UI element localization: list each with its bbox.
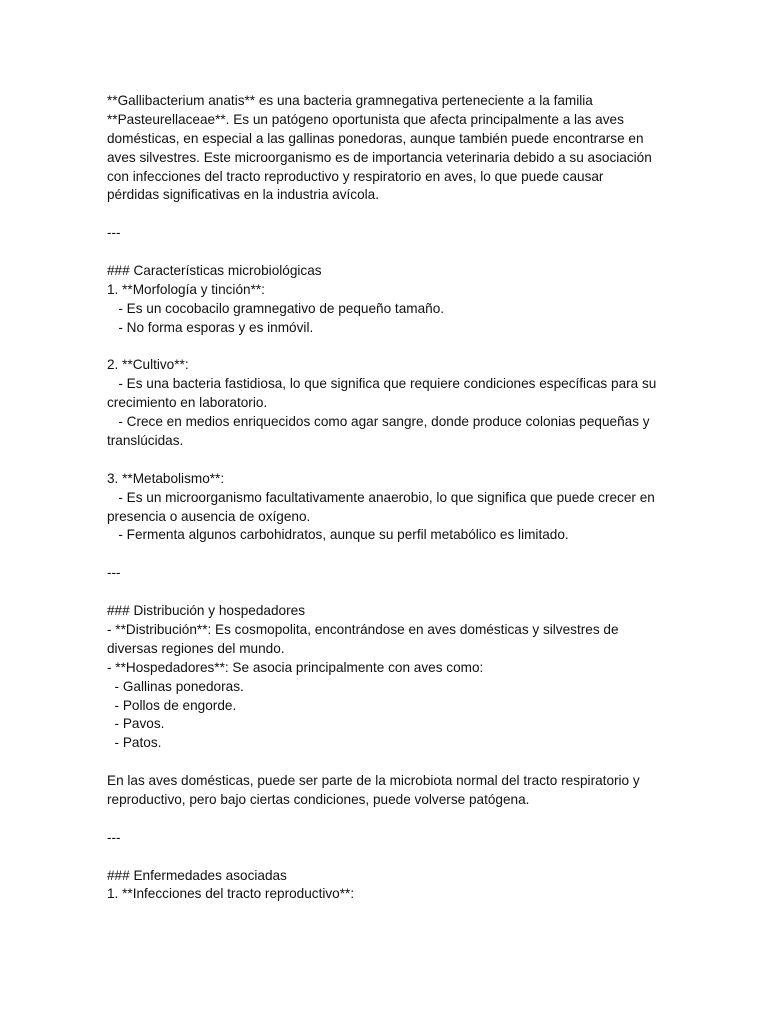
list-subitem: - Gallinas ponedoras. bbox=[107, 678, 244, 694]
blank-line bbox=[107, 451, 667, 470]
text-line: pérdidas significativas en la industria avícola. bbox=[107, 187, 380, 203]
list-subitem: - Fermenta algunos carbohidratos, aunque su perfil metabólico es limitado. bbox=[107, 527, 569, 543]
blank-line bbox=[107, 753, 667, 772]
blank-line bbox=[107, 583, 667, 602]
blank-line bbox=[107, 205, 667, 224]
document-body bbox=[107, 92, 667, 904]
list-item: 2. **Cultivo**: bbox=[107, 357, 189, 373]
list-subitem: - Es un microorganismo facultativamente anaerobio, lo que significa que puede crecer en bbox=[107, 489, 655, 505]
text-line: presencia o ausencia de oxígeno. bbox=[107, 508, 311, 524]
text-line: domésticas, en especial a las gallinas ponedoras, aunque también puede encontrarse en bbox=[107, 130, 644, 146]
text-line: En las aves domésticas, puede ser parte de la microbiota normal del tracto respiratorio y bbox=[107, 773, 640, 789]
list-subitem: - Es un cocobacilo gramnegativo de pequeño tamaño. bbox=[107, 300, 445, 316]
section-heading: ### Enfermedades asociadas bbox=[107, 867, 287, 883]
list-subitem: - Pollos de engorde. bbox=[107, 697, 237, 713]
list-subitem: - Crece en medios enriquecidos como agar sangre, donde produce colonias pequeñas y bbox=[107, 414, 650, 430]
separator-line: --- bbox=[107, 829, 121, 845]
list-item: 3. **Metabolismo**: bbox=[107, 470, 225, 486]
list-subitem: - No forma esporas y es inmóvil. bbox=[107, 319, 314, 335]
blank-line bbox=[107, 243, 667, 262]
list-item: 1. **Morfología y tinción**: bbox=[107, 281, 265, 297]
blank-line bbox=[107, 545, 667, 564]
blank-line bbox=[107, 810, 667, 829]
text-line: translúcidas. bbox=[107, 433, 184, 449]
list-subitem: - Patos. bbox=[107, 735, 162, 751]
text-line: con infecciones del tracto reproductivo y respiratorio en aves, lo que puede causar bbox=[107, 168, 604, 184]
text-line: reproductivo, pero bajo ciertas condiciones, puede volverse patógena. bbox=[107, 791, 530, 807]
blank-line bbox=[107, 338, 667, 357]
blank-line bbox=[107, 848, 667, 867]
text-line: **Pasteurellaceae**. Es un patógeno oportunista que afecta principalmente a las aves bbox=[107, 111, 624, 127]
text-line: aves silvestres. Este microorganismo es de importancia veterinaria debido a su asociación bbox=[107, 149, 652, 165]
text-line: **Gallibacterium anatis** es una bacteria gramnegativa perteneciente a la familia bbox=[107, 93, 593, 108]
section-heading: ### Características microbiológicas bbox=[107, 263, 322, 279]
text-line: diversas regiones del mundo. bbox=[107, 640, 285, 656]
text-line: crecimiento en laboratorio. bbox=[107, 395, 268, 411]
list-subitem: - Pavos. bbox=[107, 716, 165, 732]
section-heading: ### Distribución y hospedadores bbox=[107, 603, 305, 619]
list-item: 1. **Infecciones del tracto reproductivo**: bbox=[107, 886, 355, 902]
separator-line: --- bbox=[107, 225, 121, 241]
list-subitem: - Es una bacteria fastidiosa, lo que significa que requiere condiciones específicas para su bbox=[107, 376, 657, 392]
list-item: - **Hospedadores**: Se asocia principalmente con aves como: bbox=[107, 659, 484, 675]
separator-line: --- bbox=[107, 565, 121, 581]
list-item: - **Distribución**: Es cosmopolita, encontrándose en aves domésticas y silvestres de bbox=[107, 621, 619, 637]
